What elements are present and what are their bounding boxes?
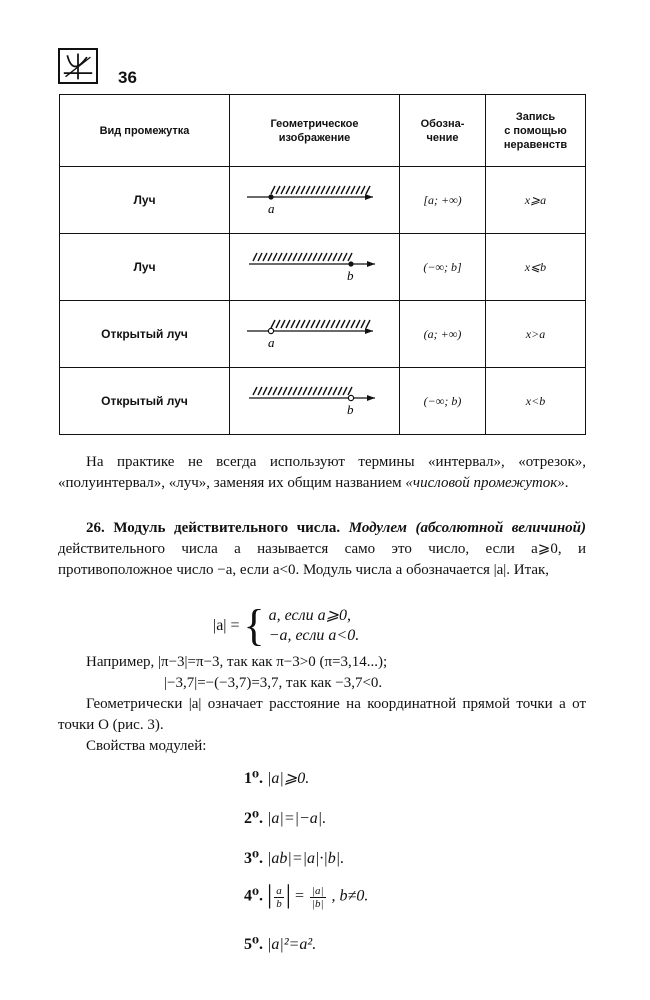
paragraph-terms: На практике не всегда используют термины «интервал», «отрезок», «полуинтервал», «луч», заменяя их общим названием «числовой промежуток». <box>58 454 586 491</box>
section-title: 26. Модуль действительного числа. <box>86 520 341 536</box>
row-type: Луч <box>60 167 230 234</box>
property-2: 2⁰. |a|=|−a|. <box>244 810 327 827</box>
row-type: Открытый луч <box>60 301 230 368</box>
brace-glyph: { <box>243 601 265 650</box>
formula-lhs: |a| = <box>213 617 240 634</box>
formula-case-2: −a, если a<0. <box>268 627 360 644</box>
geometric-meaning: Геометрически |a| означает расстояние на координатной прямой точки a от точки O (рис. 3). <box>58 696 586 733</box>
point-label: b <box>346 268 353 283</box>
point-label: a <box>267 201 274 216</box>
example-1: Например, |π−3|=π−3, так как π−3>0 (π=3,14...); <box>86 654 388 670</box>
point-label: b <box>346 402 353 417</box>
formula-case-1: a, если a⩾0, <box>268 607 352 624</box>
header-inequality: Запись с помощью неравенств <box>486 95 586 167</box>
modulus-formula <box>213 601 360 650</box>
header-type: Вид промежутка <box>60 95 230 167</box>
intervals-table <box>59 94 586 435</box>
row-type: Открытый луч <box>60 368 230 435</box>
property-4: 4⁰. | $\frac{a}{b}$ | = $\frac{|a|}{|b|}$ , b≠0. <box>244 880 369 910</box>
row-inequality: x>a <box>486 301 586 368</box>
geometric-image <box>230 301 400 368</box>
property-1: 1⁰. |a|⩾0. <box>244 770 310 787</box>
point-label: a <box>267 335 274 350</box>
row-inequality: x⩽b <box>486 234 586 301</box>
table-row <box>60 368 586 435</box>
row-notation: (a; +∞) <box>400 301 486 368</box>
row-notation: [a; +∞) <box>400 167 486 234</box>
header-geometry: Геометрическое изображение <box>230 95 400 167</box>
row-type: Луч <box>60 234 230 301</box>
row-notation: (−∞; b] <box>400 234 486 301</box>
geometric-image <box>230 167 400 234</box>
table-row <box>60 167 586 234</box>
row-inequality: x<b <box>486 368 586 435</box>
page-number: 36 <box>118 68 137 87</box>
row-notation: (−∞; b) <box>400 368 486 435</box>
graph-logo-icon <box>60 50 96 82</box>
geometric-image <box>230 234 400 301</box>
geometric-image <box>230 368 400 435</box>
chapter-logo <box>58 48 98 84</box>
row-inequality: x⩾a <box>486 167 586 234</box>
property-3: 3⁰. |ab|=|a|·|b|. <box>244 850 345 867</box>
paragraph-modulus-definition: 26. Модуль действительного числа. Модулем (абсолютной величиной) действительного числа a называется само это число, если a⩾0, и противоположное число −a, если a<0. Модуль числа a обозначается |a|. Итак, <box>58 520 586 578</box>
property-5: 5⁰. |a|²=a². <box>244 936 317 953</box>
table-header-row <box>60 95 586 167</box>
table-row <box>60 234 586 301</box>
example-2: |−3,7|=−(−3,7)=3,7, так как −3,7<0. <box>164 675 383 691</box>
header-notation: Обозна- чение <box>400 95 486 167</box>
table-row <box>60 301 586 368</box>
properties-title: Свойства модулей: <box>86 738 207 754</box>
